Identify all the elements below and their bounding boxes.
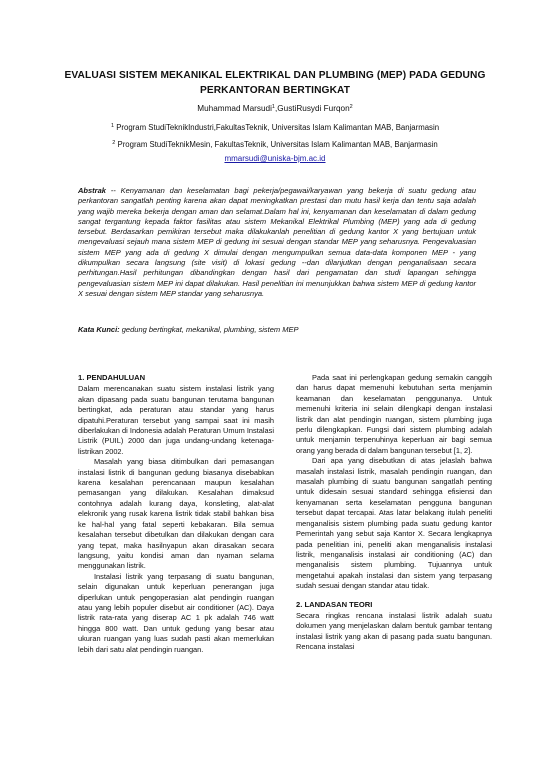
section-heading: 2. LANDASAN TEORI xyxy=(296,599,373,609)
author-separator: , xyxy=(274,104,278,113)
paragraph: Masalah yang biasa ditimbulkan dari pemasangan instalasi listrik di bangunan gedung biasanya disebabkan karena kesalahan perencanaan maupun kesalahan pemasangan yang dilakukan. Kesalahan dimaksud contohnya adalah kurang daya, konsleting, alat-alat elekronik yang rusak karena listrik tidak stabil bahkan bisa ke hal-hal yang fatal seperti kebakaran. Bila semua kesalahan tersebut dibetulkan dan dilakukan dengan cara yang tepat, maka hasilnyapun akan dirasakan secara langsung, yaitu kondisi aman dan nyaman selama menggunakan listrik. xyxy=(78,457,274,571)
paragraph: Secara ringkas rencana instalasi listrik adalah suatu dokumen yang menjelaskan dalam bentuk gambar tentang instalasi listrik yang akan di pasang pada suatu bangunan. Rencana instalasi xyxy=(296,610,492,652)
affiliation-text: Program StudiTeknikIndustri,FakultasTeknik, Universitas Islam Kalimantan MAB, Banjarmasin xyxy=(114,123,440,132)
author-line xyxy=(60,101,490,115)
affiliation-superscript: 2 xyxy=(112,140,116,146)
email-link[interactable]: mmarsudi@uniska-bjm.ac.id xyxy=(224,154,326,163)
section-gap xyxy=(296,592,492,600)
paragraph: Pada saat ini perlengkapan gedung semakin canggih dan harus dapat memenuhi kebutuhan serta menjamin keamanan dan keselamatan penggunanya. Untuk memenuhi kriteria ini selain dilengkapi dengan instalasi listrik dan alat pendingin ruangan, sistem plumbing juga perlu dilengkapkan. Fungsi dari sistem plumbing adalah untuk menjamin terpenuhinya keperluan air bagi semua orang yang berada di dalam bangunan tersebut [1, 2]. xyxy=(296,373,492,455)
paragraph: Instalasi listrik yang terpasang di suatu bangunan, selain digunakan untuk keperluan penerangan juga diperlukan untuk pengoperasian alat pendingin ruangan atau yang lebih populer disebut air conditioner (AC). Daya listrik rata-rata yang diserap AC 1 pk adalah 746 watt hingga 800 watt. Dan untuk gedung yang besar atau ukuran ruangan yang luas sudah pasti akan memerlukan lebih dari satu alat pendingin ruangan. xyxy=(78,571,274,654)
keywords-label: Kata Kunci: xyxy=(78,325,120,334)
author-name: Muhammad Marsudi xyxy=(197,104,272,113)
paper-title: EVALUASI SISTEM MEKANIKAL ELEKTRIKAL DAN PLUMBING (MEP) PADA GEDUNG PERKANTORAN BERTINGKAT xyxy=(64,70,486,96)
affiliation-superscript: 1 xyxy=(110,123,115,129)
keywords xyxy=(78,325,476,335)
affiliation xyxy=(40,120,510,134)
paragraph: Dari apa yang disebutkan di atas jelaslah bahwa masalah instalasi listrik, masalah pendingin ruangan, dan masalah plumbing di suatu bangunan sangatlah penting untuk didesain sesuai standard sehingga efisiensi dan kenyamanan serta keselamatan pengguna bangunan tersebut dapat tercapai. Atas latar belakang itulah peneliti menganalisis sistem plumbing pada suatu gedung kantor Pemerintah yang sebut saja Kantor X. Secara lengkapnya pada penelitian ini, peneliti akan menganalisis instalasi listrik, menganalisis instalasi air conditioning (AC) dan menganalisis sistem plumbing. Tujuannya untuk mengetahui apakah instalasi dan sistem yang terpasang sudah sesuai dengan standar atau tidak. xyxy=(296,456,492,591)
author-name: GustiRusydi Furqon xyxy=(277,104,350,113)
abstract-label: Abstrak xyxy=(78,186,106,195)
affiliation-text: Program StudiTeknikMesin, FakultasTeknik, Universitas Islam Kalimantan MAB, Banjarmasin xyxy=(115,140,438,149)
right-column xyxy=(296,373,492,653)
abstract xyxy=(78,186,476,299)
affiliation xyxy=(40,137,510,151)
left-column xyxy=(78,373,274,655)
abstract-text: -- Kenyamanan dan keselamatan bagi pekerja/pegawai/karyawan yang bekerja di suatu gedung atau perkantoran sangatlah penting karena akan dapat meningkatkan prestasi dan mutu hasil kerja dan tentu saja adalah yang wajib mereka bekerja dengan aman dan selamat.Dalam hal ini, kenyamanan dan keselamatan di dalam gedung sangat tergantung kepada faktor fasilitas atau sistem Mekanikal Elektrikal Plumbing (MEP) yang ada di gedung tersebut. Berdasarkan pemikiran tersebut maka dilakukanlah penelitian di gedung kantor X yang bertujuan untuk mengevaluasi sejauh mana sistem MEP di gedung ini sesuai dengan standar MEP yang seharusnya. Pengevaluasian sistem MEP yang ada di gedung X dimulai dengan mengumpulkan semua data-data komponen MEP - yang dikumpulkan secara langsung (site visit) di lokasi gedung --dan dilanjutkan dengan penganalisaan secara perhitungan.Hasil perhitungan dibandingkan dengan hasil dari pengamatan dan studi lapangan sehingga pengevaluasian sistem MEP ini dapat dilakukan. Hasil penelitian ini menunjukkan bahwa sistem MEP di gedung kantor X sesuai dengan sistem MEP standar yang seharusnya. xyxy=(78,186,476,298)
author-superscript: 1 xyxy=(271,104,275,110)
paragraph: Dalam merencanakan suatu sistem instalasi listrik yang akan dipasang pada suatu bangunan terutama bangunan bertingkat, ada peraturan atau standar yang harus dipatuhi.Peraturan tersebut yang sampai saat ini masih diberlakukan di Indonesia adalah Peraturan Umum Instalasi Listrik (PUIL) 2000 dan juga undang-undang ketenaga-listrikan 2002. xyxy=(78,384,274,456)
keywords-text: gedung bertingkat, mekanikal, plumbing, sistem MEP xyxy=(119,325,299,334)
section-heading: 1. PENDAHULUAN xyxy=(78,373,146,382)
author-superscript: 2 xyxy=(349,104,353,110)
